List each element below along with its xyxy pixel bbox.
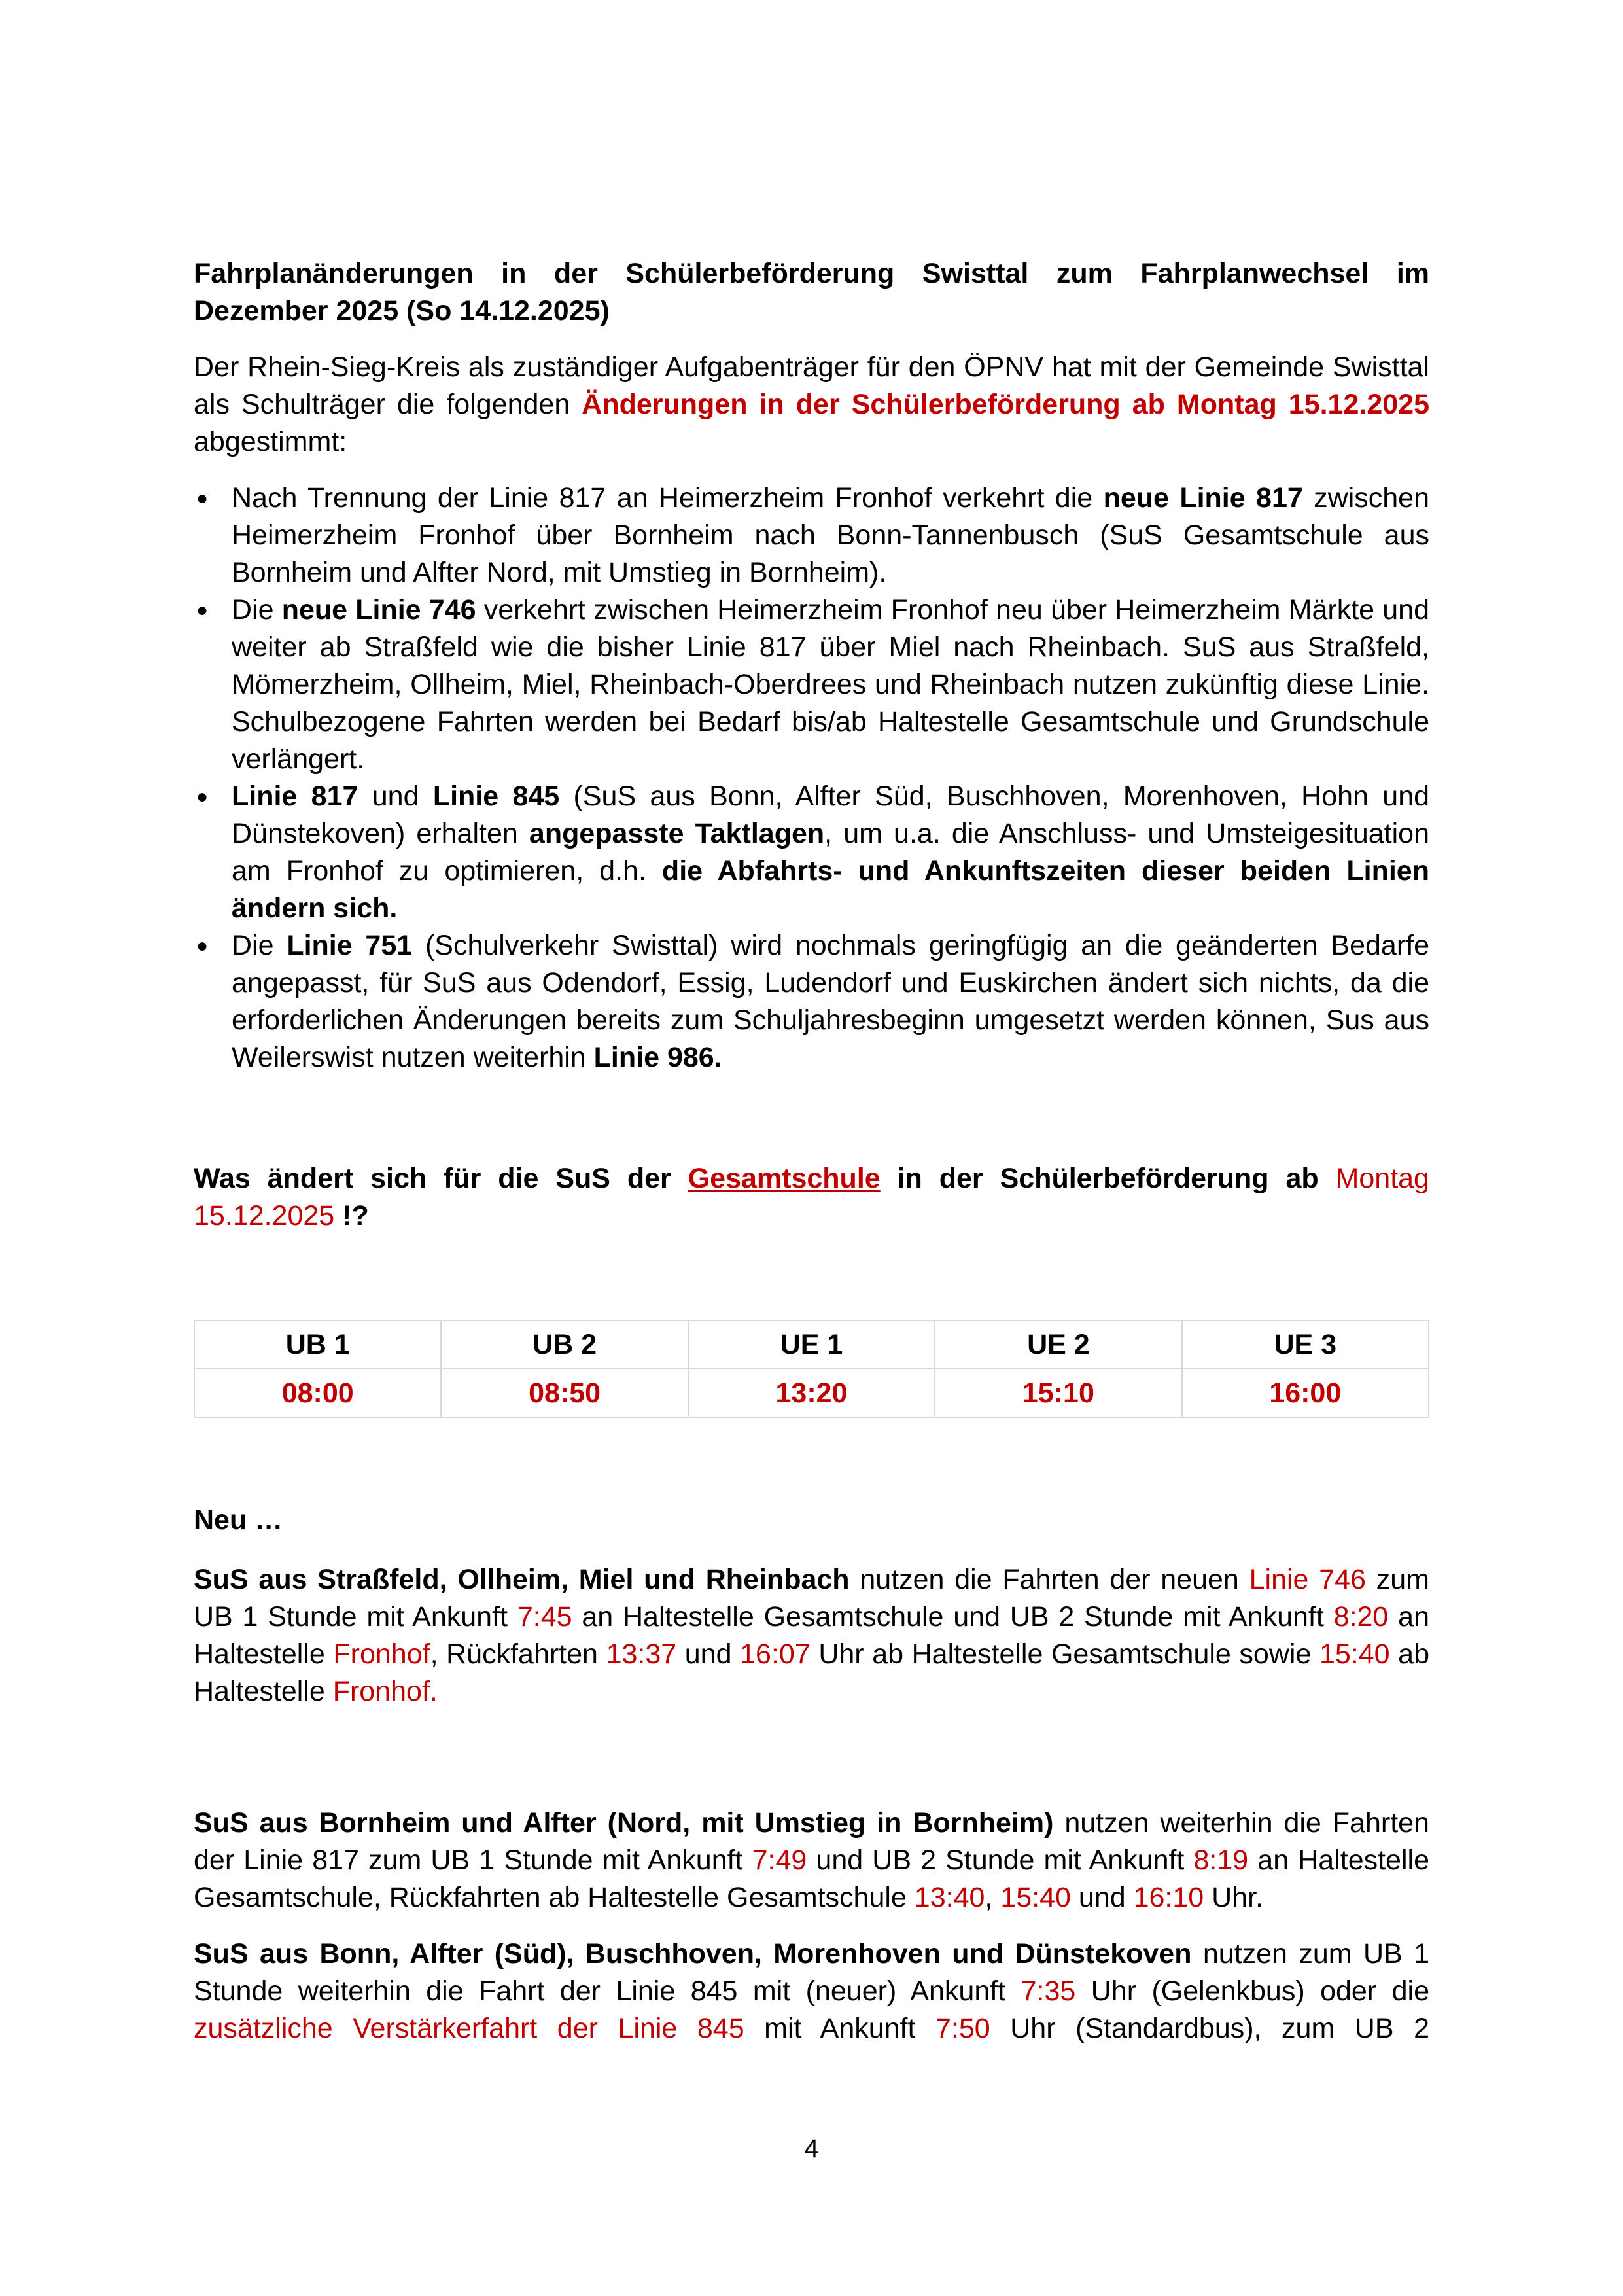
red-run: Fronhof <box>333 1638 430 1670</box>
intro-paragraph <box>194 349 1429 461</box>
text-run: an Haltestelle Gesamtschule, Rückfahrten ab Haltestelle Gesamtschule <box>194 1845 1429 1913</box>
red-run: zusätzliche Verstärkerfahrt der Linie 845 <box>194 2013 744 2044</box>
red-run: 13:40 <box>914 1882 985 1913</box>
intro-highlight: Änderungen in der Schülerbeförderung ab Montag 15.12.2025 <box>582 389 1429 420</box>
bold-run: SuS aus Bornheim und Alfter (Nord, mit Umstieg in Bornheim) <box>194 1807 1054 1839</box>
change-item <box>194 480 1429 592</box>
table-header-cell: UE 1 <box>688 1320 935 1369</box>
text-run: verkehrt zwischen Heimerzheim Fronhof neu über Heimerzheim Märkte und weiter ab Straßfeld wie die bisher Linie 817 über Miel nach Rheinbach. SuS aus Straßfeld, Mömerzheim, Ollheim, Miel, Rheinbach-Oberdrees und Rheinbach nutzen zukünftig diese Linie. Schulbezogene Fahrten werden bei Bedarf bis/ab Haltestelle Gesamtschule und Grundschule verlängert. <box>232 594 1429 775</box>
text-run: , Rückfahrten <box>430 1638 606 1670</box>
intro-text: Der Rhein-Sieg-Kreis als zuständiger Aufgabenträger für den ÖPNV hat mit der Gemeinde Swisttal als Schulträger die folgenden <box>194 351 1429 420</box>
text-run: und <box>358 781 433 812</box>
text-run: in der Schülerbeförderung ab <box>880 1163 1336 1194</box>
change-list <box>194 480 1429 1076</box>
table-header-row <box>194 1320 1429 1369</box>
text-run: Die <box>232 930 287 961</box>
red-run: 8:20 <box>1333 1601 1389 1633</box>
table-header-cell: UB 2 <box>441 1320 688 1369</box>
red-run: 7:49 <box>752 1845 807 1876</box>
text-run: an Haltestelle Gesamtschule und UB 2 Stunde mit Ankunft <box>572 1601 1334 1633</box>
red-run: Fronhof. <box>332 1676 438 1707</box>
table-cell: 13:20 <box>688 1369 935 1417</box>
schedule-table <box>194 1320 1429 1418</box>
text-run: zwischen Heimerzheim Fronhof über Bornheim nach Bonn-Tannenbusch (SuS Gesamtschule aus Bornheim und Alfter Nord, mit Umstieg in Bornheim). <box>232 482 1430 588</box>
text-run: und UB 2 Stunde mit Ankunft <box>807 1845 1194 1876</box>
text-run: Uhr. <box>1204 1882 1263 1913</box>
text-run: (SuS aus Bonn, Alfter Süd, Buschhoven, Morenhoven, Hohn und Dünstekoven) erhalten <box>232 781 1430 849</box>
red-run: 7:50 <box>935 2013 990 2044</box>
paragraph-linie-845 <box>194 1935 1429 2047</box>
text-run: Was ändert sich für die SuS der <box>194 1163 688 1194</box>
text-run: (Schulverkehr Swisttal) wird nochmals geringfügig an die geänderten Bedarfe angepasst, für SuS aus Odendorf, Essig, Ludendorf und Euskirchen ändert sich nichts, da die erforderlichen Änderungen bereits zum Schuljahresbeginn umgesetzt werden können, Sus aus Weilerswist nutzen weiterhin <box>232 930 1430 1073</box>
bold-run: neue Linie 746 <box>281 594 476 626</box>
date-highlight: Montag 15.12.2025 <box>194 1163 1429 1231</box>
bold-run: Linie 751 <box>287 930 413 961</box>
neu-heading: Neu … <box>194 1504 283 1536</box>
school-name: Gesamtschule <box>688 1163 881 1194</box>
red-run: 15:40 <box>1319 1638 1390 1670</box>
change-item <box>194 927 1429 1076</box>
text-run: Uhr (Standardbus), zum UB 2 <box>990 2013 1429 2044</box>
paragraph-linie-817 <box>194 1805 1429 1916</box>
text-run: und <box>1070 1882 1134 1913</box>
table-cell: 16:00 <box>1182 1369 1429 1417</box>
text-run: , um u.a. die Anschluss- und Umsteigesituation am Fronhof zu optimieren, d.h. <box>232 818 1429 887</box>
text-run: zum UB 1 Stunde mit Ankunft <box>194 1564 1429 1633</box>
red-run: 16:10 <box>1133 1882 1204 1913</box>
red-run: 7:45 <box>517 1601 572 1633</box>
table-header-cell: UE 2 <box>935 1320 1181 1369</box>
page-content <box>194 255 1429 2047</box>
table-header-cell: UE 3 <box>1182 1320 1429 1369</box>
text-run: !? <box>334 1200 369 1231</box>
text-run: Uhr ab Haltestelle Gesamtschule sowie <box>810 1638 1319 1670</box>
bold-run: Linie 986. <box>593 1042 722 1073</box>
table-row <box>194 1369 1429 1417</box>
bold-run: Linie 845 <box>432 781 560 812</box>
text-run: nutzen die Fahrten der neuen <box>849 1564 1249 1595</box>
text-run: Uhr (Gelenkbus) oder die <box>1075 1975 1429 2007</box>
change-item <box>194 592 1429 778</box>
red-run: 8:19 <box>1193 1845 1249 1876</box>
red-run: 15:40 <box>1000 1882 1071 1913</box>
bullet-icon: ● <box>196 487 209 509</box>
table-header-cell: UB 1 <box>194 1320 441 1369</box>
page-number: 4 <box>804 2134 819 2163</box>
document-title: Fahrplanänderungen in der Schülerbeförderung Swisttal zum Fahrplanwechsel im Dezember 2025 (So 14.12.2025) <box>194 258 1429 327</box>
red-run: Linie 746 <box>1249 1564 1366 1595</box>
intro-text-end: abgestimmt: <box>194 426 347 457</box>
text-run: Nach Trennung der Linie 817 an Heimerzheim Fronhof verkehrt die <box>232 482 1104 514</box>
text-run: nutzen zum UB 1 Stunde weiterhin die Fahrt der Linie 845 mit (neuer) Ankunft <box>194 1938 1429 2007</box>
text-run: mit Ankunft <box>744 2013 935 2044</box>
bold-run: SuS aus Straßfeld, Ollheim, Miel und Rheinbach <box>194 1564 850 1595</box>
red-run: 16:07 <box>740 1638 811 1670</box>
bold-run: SuS aus Bonn, Alfter (Süd), Buschhoven, Morenhoven und Dünstekoven <box>194 1938 1192 1969</box>
paragraph-linie-746 <box>194 1561 1429 1710</box>
text-run: an Haltestelle <box>194 1601 1430 1670</box>
section-heading <box>194 1160 1429 1235</box>
table-cell: 15:10 <box>935 1369 1181 1417</box>
table-cell: 08:50 <box>441 1369 688 1417</box>
bullet-icon: ● <box>196 599 209 621</box>
change-item <box>194 778 1429 927</box>
red-run: 13:37 <box>606 1638 677 1670</box>
text-run: ab Haltestelle <box>194 1638 1429 1707</box>
bold-run: die Abfahrts- und Ankunftszeiten dieser beiden Linien ändern sich. <box>232 855 1429 924</box>
text-run: und <box>676 1638 741 1670</box>
text-run: , <box>985 1882 1001 1913</box>
table-cell: 08:00 <box>194 1369 441 1417</box>
red-run: 7:35 <box>1021 1975 1076 2007</box>
text-run: nutzen weiterhin die Fahrten der Linie 817 zum UB 1 Stunde mit Ankunft <box>194 1807 1429 1876</box>
bold-run: neue Linie 817 <box>1103 482 1303 514</box>
bold-run: Linie 817 <box>232 781 358 812</box>
text-run: Die <box>232 594 282 626</box>
bullet-icon: ● <box>196 786 209 807</box>
bullet-icon: ● <box>196 935 209 957</box>
bold-run: angepasste Taktlagen <box>529 818 825 849</box>
